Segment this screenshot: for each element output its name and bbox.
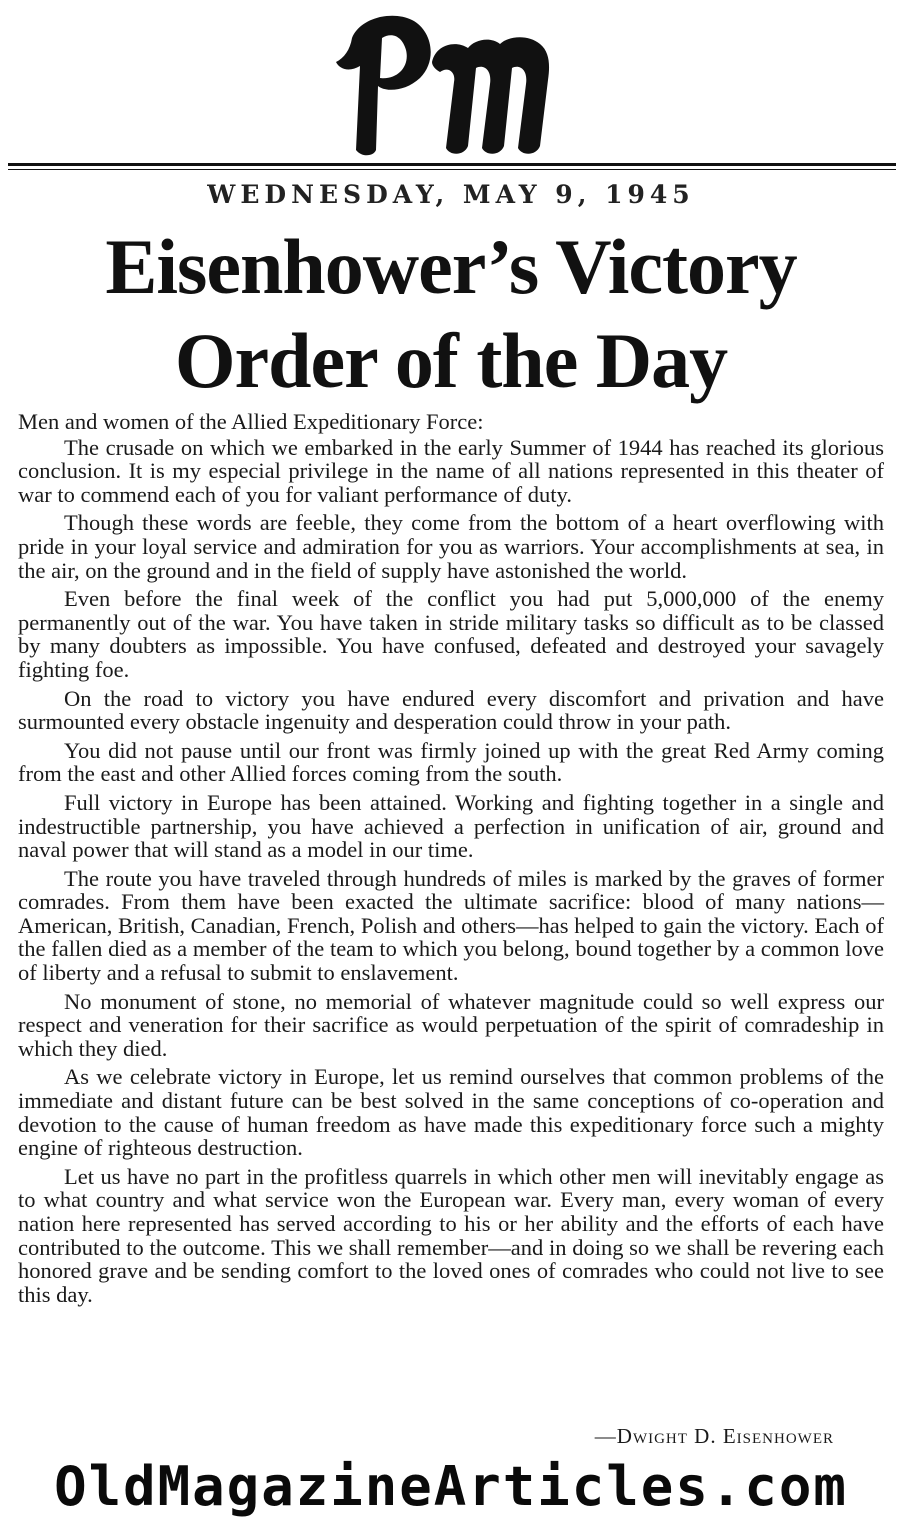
article-paragraph: Though these words are feeble, they come from the bottom of a heart overflowing with pride in your loyal service and admiration for you as warriors. Your accomplishments at sea, in the air, on the ground and in the field of supply have astonished the world. <box>18 510 884 583</box>
pm-logo-icon <box>0 0 902 160</box>
article-body <box>18 410 884 1306</box>
article-paragraph: The crusade on which we embarked in the early Summer of 1944 has reached its glorious conclusion. It is my especial privilege in the name of all nations represented in this theater of war to commend each of you for valiant performance of duty. <box>18 434 884 507</box>
signature: —Dwight D. Eisenhower <box>594 1424 834 1448</box>
article-paragraph: Full victory in Europe has been attained. Working and fighting together in a single and indestructible partnership, you have achieved a perfection in unification of air, ground and naval power that will stand as a model in our time. <box>18 789 884 863</box>
salutation: Men and women of the Allied Expeditionary Force: <box>18 409 484 434</box>
article-paragraph: You did not pause until our front was firmly joined up with the great Red Army coming from the east and other Allied forces coming from the south. <box>18 737 884 787</box>
footer-watermark[interactable]: OldMagazineArticles.com <box>54 1455 848 1518</box>
headline-line-1: Eisenhower’s Victory <box>105 223 797 310</box>
article-paragraph: As we celebrate victory in Europe, let us remind ourselves that common problems of the immediate and distant future can be best solved in the same conceptions of co-operation and devotion to the cause of human freedom as have made this expeditionary force such a mighty engine of righteous destruction. <box>18 1064 884 1161</box>
masthead-rule-thin <box>8 169 896 170</box>
article-paragraph: On the road to victory you have endured every discomfort and privation and have surmounted every obstacle ingenuity and desperation could throw in your path. <box>18 685 884 735</box>
masthead-rule <box>8 163 896 166</box>
headline-line-2: Order of the Day <box>174 317 728 404</box>
article-paragraph: Let us have no part in the profitless quarrels in which other men will inevitably engage as to what country and what service won the European war. Every man, every woman of every nation here represented has served according to his or her ability and the efforts of each have contributed to the outcome. This we shall remember—and in doing so we shall be revering each honored grave and be sending comfort to the loved ones of comrades who could not live to see this day. <box>18 1163 884 1307</box>
article-paragraph: No monument of stone, no memorial of whatever magnitude could so well express our respect and veneration for their sacrifice as would perpetuation of the spirit of comradeship in which they died. <box>18 988 884 1061</box>
masthead-logo <box>0 0 902 160</box>
article-paragraph: Even before the final week of the conflict you had put 5,000,000 of the enemy permanently out of the war. You have taken in stride military tasks so difficult as to be classed by many doubters as impossible. You have confused, defeated and destroyed your savagely fighting foe. <box>18 586 884 682</box>
article-paragraph: The route you have traveled through hundreds of miles is marked by the graves of former comrades. From them have been exacted the ultimate sacrifice: blood of many nations—American, British, Canadian, French, Polish and others—has helped to gain the victory. Each of the fallen died as a member of the team to which you belong, bound together by a common love of liberty and a refusal to submit to enslavement. <box>18 865 884 986</box>
headline <box>0 220 902 408</box>
dateline: WEDNESDAY, MAY 9, 1945 <box>207 180 695 209</box>
